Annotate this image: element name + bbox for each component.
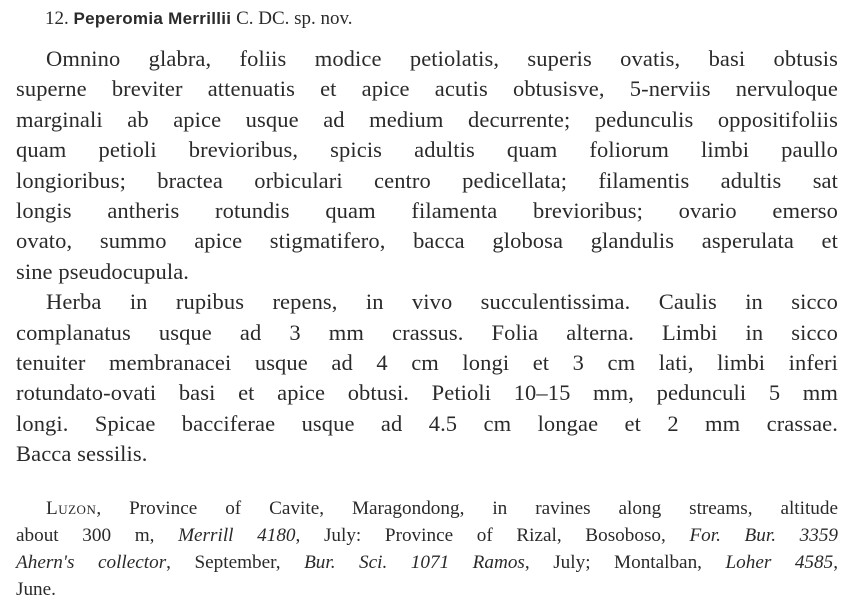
collector-merrill: Merrill 4180 — [178, 525, 296, 546]
description-line: rotundato-ovati basi et apice obtusi. Petioli 10–15 mm, pedunculi 5 mm — [16, 380, 838, 406]
diagnosis-line: sine pseudocupula. — [16, 258, 190, 284]
specimen-text: , July; Montalban, — [524, 552, 726, 573]
diagnosis-line: marginali ab apice usque ad medium decurrente; pedunculis oppositifoliis — [16, 106, 838, 132]
species-heading — [45, 6, 353, 32]
description-line: complanatus usque ad 3 mm crassus. Folia alterna. Limbi in sicco — [16, 319, 838, 345]
specimen-text: , July: Province of Rizal, Bosoboso, — [295, 525, 690, 546]
species-name: Peperomia Merrillii — [73, 9, 232, 28]
diagnosis-line: quam petioli brevioribus, spicis adultis quam foliorum limbi paullo — [16, 137, 838, 163]
description-line: tenuiter membranacei usque ad 4 cm longi et 3 cm lati, limbi inferi — [16, 349, 838, 375]
species-authority: C. DC. sp. nov. — [236, 8, 353, 29]
specimen-text: , Province of Cavite, Maragondong, in ravines along streams, altitude — [96, 498, 838, 519]
description-line: longi. Spicae bacciferae usque ad 4.5 cm longae et 2 mm crassae. — [16, 410, 838, 436]
specimen-line — [16, 549, 838, 576]
description-line: Herba in rupibus repens, in vivo succulentissima. Caulis in sicco — [46, 289, 838, 315]
diagnosis-line: ovato, summo apice stigmatifero, bacca globosa glandulis asperulata et — [16, 228, 838, 254]
collector-for-bur: For. Bur. 3359 — [689, 525, 839, 546]
locality-luzon: Luzon — [46, 498, 97, 519]
species-number: 12. — [45, 8, 69, 29]
specimen-text: , — [833, 552, 839, 573]
description-line: Bacca sessilis. — [16, 441, 148, 467]
collector-loher: Loher 4585 — [725, 552, 834, 573]
collector-ahern: Ahern's collector — [16, 552, 167, 573]
specimen-line — [16, 522, 838, 549]
diagnosis-line: superne breviter attenuatis et apice acutis obtusisve, 5-nerviis nervuloque — [16, 76, 838, 102]
specimen-text: about 300 m, — [16, 525, 179, 546]
diagnosis-line: Omnino glabra, foliis modice petiolatis, superis ovatis, basi obtusis — [46, 46, 838, 71]
specimen-line — [16, 495, 838, 522]
specimen-line: June. — [16, 579, 56, 600]
specimen-text: , September, — [166, 552, 305, 573]
specimen-citations — [16, 495, 838, 603]
species-text — [16, 44, 838, 469]
diagnosis-line: longioribus; bractea orbiculari centro pedicellata; filamentis adultis sat — [16, 167, 838, 193]
diagnosis-line: longis antheris rotundis quam filamenta brevioribus; ovario emerso — [16, 197, 838, 223]
collector-ramos: Bur. Sci. 1071 Ramos — [304, 552, 525, 573]
